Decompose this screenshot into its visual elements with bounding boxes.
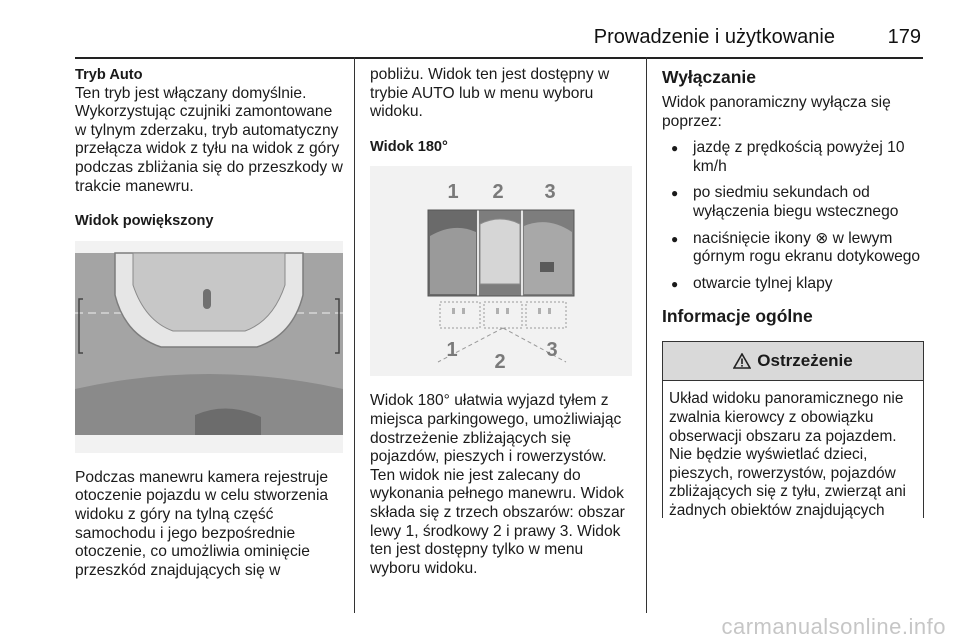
zoom-view-image [75, 241, 343, 453]
general-info-heading: Informacje ogólne [662, 306, 813, 327]
page-header [75, 0, 923, 59]
page-number: 179 [887, 26, 921, 48]
column-2 [370, 66, 634, 578]
list-item: ● po siedmiu sekundach od wyłączenia biegu wstecznego [662, 184, 924, 221]
warning-header [663, 342, 923, 381]
view-180-image [370, 166, 632, 376]
zone-label-top-2: 2 [492, 181, 504, 204]
zone-label-top-3: 3 [544, 181, 556, 204]
zone-label-top-1: 1 [447, 181, 459, 204]
list-item: ● otwarcie tylnej klapy [662, 275, 924, 294]
column-divider-1 [354, 57, 355, 613]
disable-heading: Wyłączanie [662, 67, 757, 87]
view-180-paragraph: Widok 180° ułatwia wyjazd tyłem z miejsca parkingowego, umożliwiając dostrzeżenie zbliżających się pojazdów, pieszych i rowerzystów. Ten widok nie jest zalecany do wykonania pełnego manewru. Widok składa się z trzech obszarów: obszar lewy 1, środkowy 2 i prawy 3. Widok ten jest dostępny tylko w menu wyboru widoku. [370, 392, 625, 577]
column-divider-2 [646, 57, 647, 613]
warning-title: Ostrzeżenie [757, 351, 853, 371]
disable-list [662, 139, 924, 293]
list-item: ● jazdę z prędkością powyżej 10 km/h [662, 139, 924, 176]
zone-label-bottom-1: 1 [446, 339, 458, 362]
zoom-view-figure [75, 241, 343, 453]
column-1 [75, 66, 343, 580]
continuation-paragraph: pobliżu. Widok ten jest dostępny w trybie AUTO lub w menu wyboru widoku. [370, 66, 610, 121]
warning-triangle-icon [733, 353, 751, 369]
warning-text: Układ widoku panoramicznego nie zwalnia kierowcy z obowiązku obserwacji obszaru za pojazdem. Nie będzie wyświetlać dzieci, pieszych, rowerzystów, pojazdów zbliżających się z tyłu, zwierząt ani żadnych obiektów znajdujących [669, 390, 906, 519]
tryb-auto-heading: Tryb Auto [75, 67, 143, 83]
warning-box [662, 341, 924, 518]
view-180-heading: Widok 180° [370, 138, 448, 155]
watermark: carmanualsonline.info [721, 614, 946, 639]
header-title: Prowadzenie i użytkowanie [593, 26, 835, 48]
zone-label-bottom-3: 3 [546, 339, 558, 362]
disable-intro: Widok panoramiczny wyłącza się poprzez: [662, 94, 891, 130]
zoom-view-paragraph: Podczas manewru kamera rejestruje otoczenie pojazdu w celu stworzenia widoku z góry na tylną część samochodu i jego bezpośrednie otoczenie, co umożliwia ominięcie przeszkód znajdujących się w [75, 468, 329, 579]
zone-label-bottom-2: 2 [494, 351, 506, 374]
view-180-figure [370, 166, 632, 376]
column-3 [662, 66, 924, 518]
tryb-auto-paragraph: Ten tryb jest włączany domyślnie. Wykorzystując czujniki zamontowane w tylnym zderzaku, tryb automatyczny przełącza widok z tyłu na widok z góry podczas zbliżania się do przeszkody w trakcie manewru. [75, 84, 343, 195]
list-item: ● naciśnięcie ikony ⊗ w lewym górnym rogu ekranu dotykowego [662, 230, 924, 267]
zoom-view-heading: Widok powiększony [75, 213, 214, 230]
